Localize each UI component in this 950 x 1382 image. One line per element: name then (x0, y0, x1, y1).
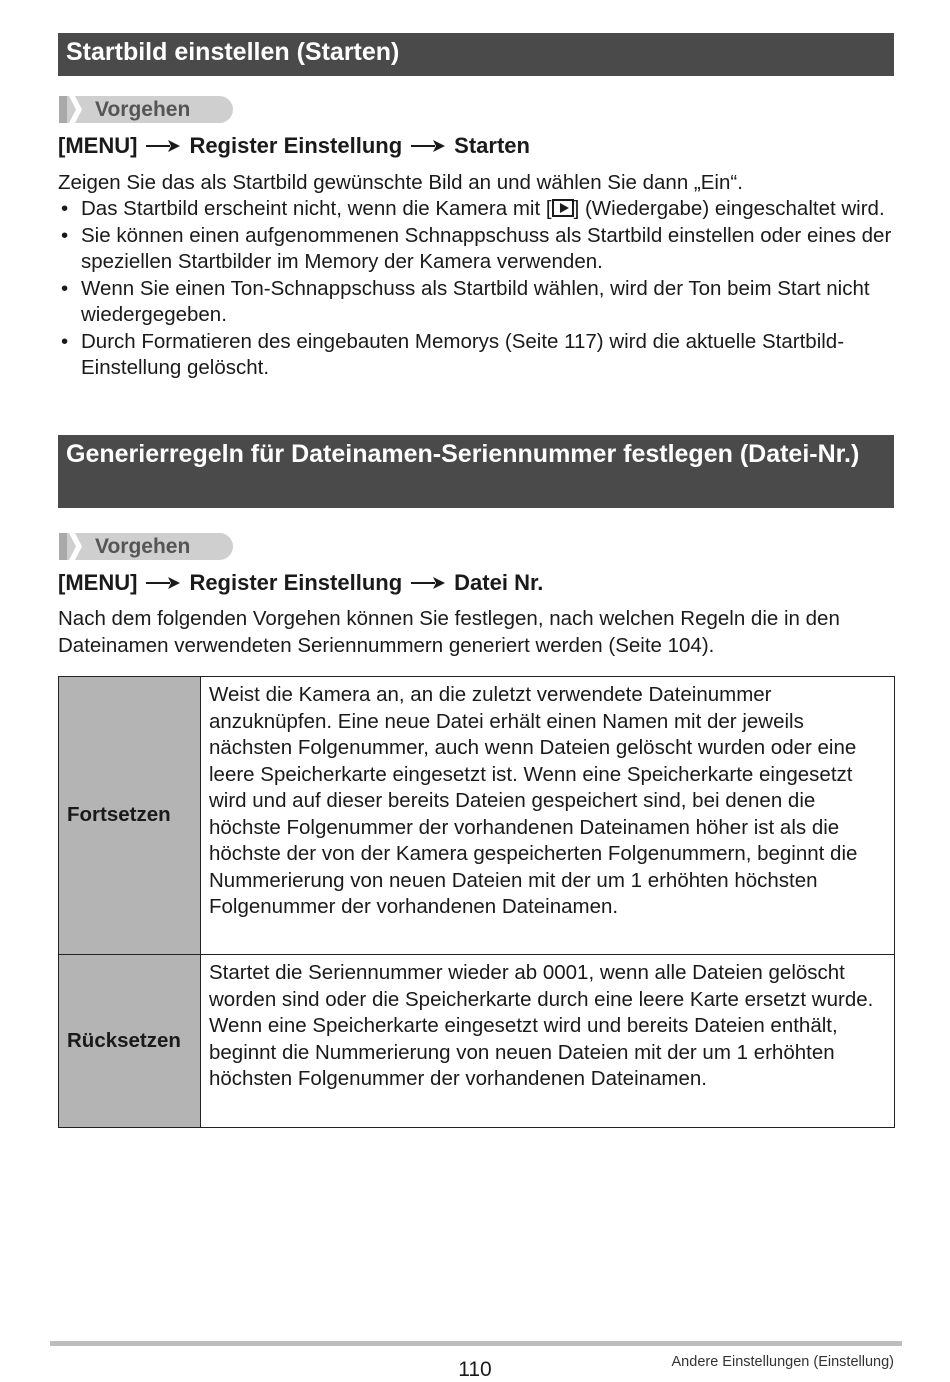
list-item (58, 196, 898, 223)
vorgehen-label: Vorgehen (95, 535, 191, 558)
section-title-startbild: Startbild einstellen (Starten) (58, 33, 894, 76)
right-arrow-icon (411, 577, 445, 589)
menu-key: [MENU] (58, 133, 138, 158)
option-description: Startet die Seriennummer wieder ab 0001, wenn alle Dateien gelöscht worden sind oder die Speicherkarte durch eine leere Karte ersetzt wurde. Wenn eine Speicherkarte eingesetzt wird und bereits Dateien enthält, beginnt die Nummerierung von neuen Dateien mit der um 1 erhöhten höchsten Folgenummer der vorhandenen Dateinamen. (201, 955, 895, 1128)
menu-key: [MENU] (58, 570, 138, 595)
footer-divider (50, 1341, 902, 1346)
intro-paragraph: Zeigen Sie das als Startbild gewünschte Bild an und wählen Sie dann „Ein“. (58, 171, 743, 194)
bullet-text-after: ] (Wiedergabe) eingeschaltet wird. (573, 197, 885, 220)
intro-paragraph: Nach dem folgenden Vorgehen können Sie festlegen, nach welchen Regeln die in den Dateinamen verwendeten Seriennummern generiert werden (Seite 104). (58, 607, 840, 657)
vorgehen-tag (59, 533, 233, 560)
right-arrow-icon (411, 140, 445, 152)
page-number: 110 (458, 1358, 492, 1381)
vorgehen-label: Vorgehen (95, 98, 191, 121)
bullet-dot: • (61, 197, 69, 220)
bullet-text: Sie können einen aufgenommenen Schnappschuss als Startbild einstellen oder eines der speziellen Startbilder im Memory der Kamera verwenden. (81, 223, 892, 273)
menu-register: Register Einstellung (189, 133, 403, 158)
option-name: Fortsetzen (59, 677, 201, 955)
option-name: Rücksetzen (59, 955, 201, 1128)
table-row (59, 677, 895, 955)
bullet-text: Durch Formatieren des eingebauten Memorys (Seite 117) wird die aktuelle Startbild-Einstellung gelöscht. (81, 329, 845, 379)
list-item (58, 276, 898, 329)
list-item (58, 223, 898, 276)
menu-path (58, 132, 530, 160)
bullet-list (58, 196, 898, 382)
menu-item: Starten (454, 133, 530, 158)
bullet-dot: • (61, 276, 69, 300)
menu-item: Datei Nr. (454, 570, 544, 595)
right-arrow-icon (146, 577, 180, 589)
bullet-text: Wenn Sie einen Ton-Schnappschuss als Startbild wählen, wird der Ton beim Start nicht wiedergegeben. (81, 276, 870, 326)
flag-icon (59, 96, 83, 123)
option-description: Weist die Kamera an, an die zuletzt verwendete Dateinummer anzuknüpfen. Eine neue Datei erhält einen Namen mit der jeweils nächsten Folgenummer, auch wenn Dateien gelöscht wurden oder eine leere Speicherkarte eingesetzt ist. Wenn eine Speicherkarte eingesetzt wird und auf dieser bereits Dateien gespeichert sind, bei denen die höchste Folgenummer der vorhandenen Dateinamen höher ist als die höchste der von der Kamera gespeicherten Folgenummern, beginnt die Nummerierung von neuen Dateien mit der um 1 erhöhten höchsten Folgenummer der vorhandenen Dateinamen. (201, 677, 895, 955)
flag-icon (59, 533, 83, 560)
section-title-datei-nr: Generierregeln für Dateinamen-Seriennummer festlegen (Datei-Nr.) (58, 435, 894, 508)
menu-register: Register Einstellung (189, 570, 403, 595)
playback-icon (552, 199, 574, 217)
options-table (58, 676, 895, 1128)
menu-path (58, 569, 543, 597)
table-row (59, 955, 895, 1128)
chapter-label: Andere Einstellungen (Einstellung) (671, 1354, 894, 1370)
vorgehen-tag (59, 96, 233, 123)
bullet-text-before: Das Startbild erscheint nicht, wenn die Kamera mit [ (81, 197, 552, 220)
bullet-dot: • (61, 329, 69, 353)
list-item (58, 329, 898, 382)
right-arrow-icon (146, 140, 180, 152)
bullet-dot: • (61, 223, 69, 247)
